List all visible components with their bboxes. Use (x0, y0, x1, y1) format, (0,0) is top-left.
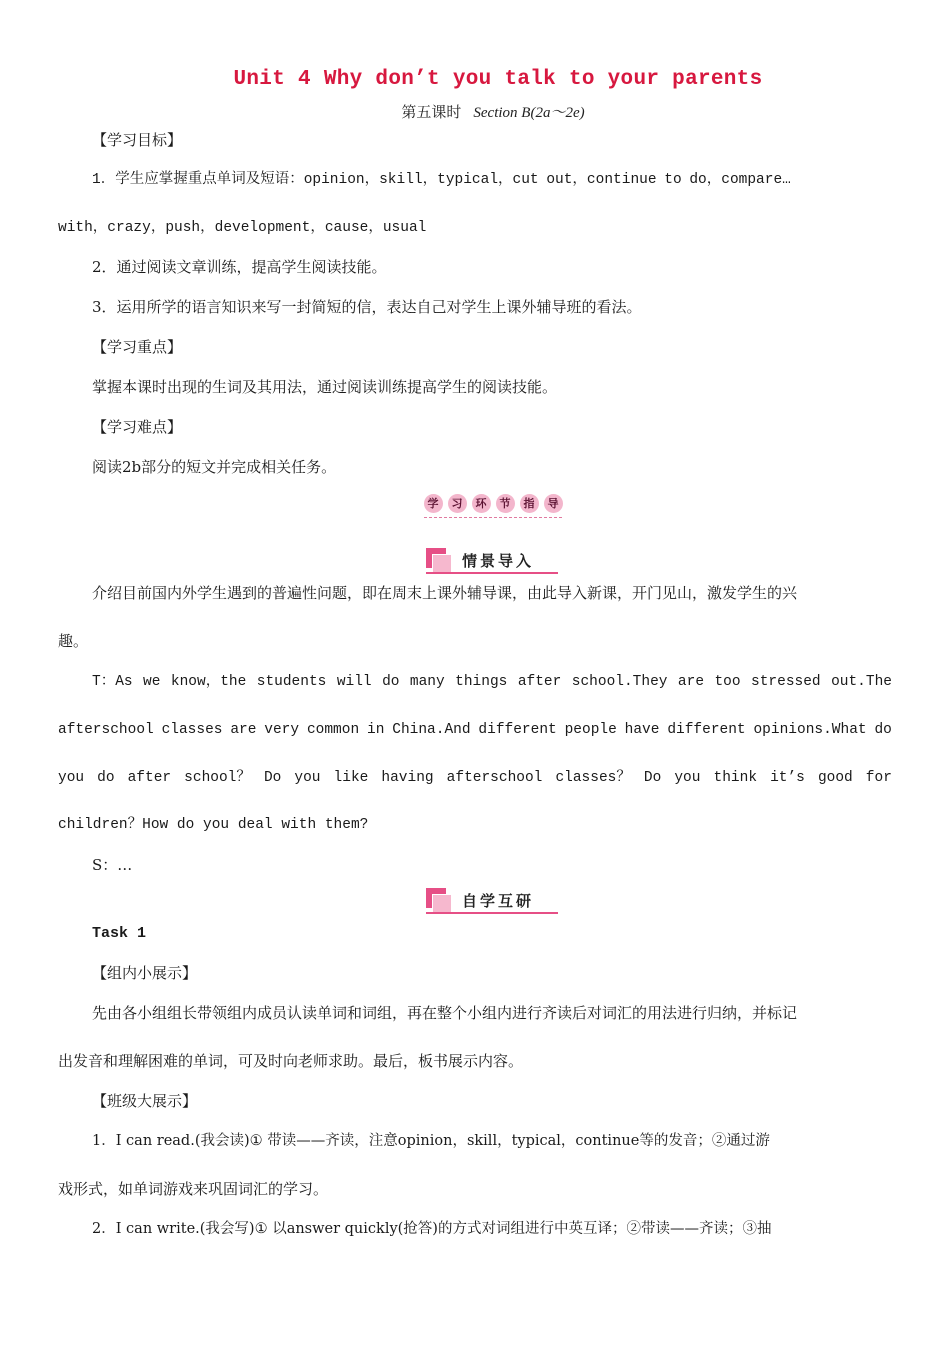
teacher-word: things (455, 674, 508, 690)
guide-banner-char: 节 (496, 494, 515, 513)
teacher-word: China.And (392, 722, 471, 738)
guide-banner-char: 指 (520, 494, 539, 513)
intro-line-2: 趣。 (58, 632, 89, 650)
class-show-heading: 【班级大展示】 (92, 1092, 198, 1110)
teacher-word: after (517, 674, 562, 690)
guide-banner-char: 学 (424, 494, 443, 513)
teacher-word: Do (263, 770, 282, 786)
guide-banner-char: 习 (448, 494, 467, 513)
difficulties-text: 阅读2b部分的短文并完成相关任务。 (92, 458, 337, 476)
goals-heading: 【学习目标】 (92, 131, 183, 149)
teacher-word: too (714, 674, 741, 690)
teacher-word: very (264, 722, 300, 738)
class-show-2: 2．I can write.(我会写)① 以answer quickly(抢答)的方式对词组进行中英互译；②带读——齐读；③抽 (92, 1221, 772, 1237)
teacher-line-4: children？How do you deal with them? (58, 817, 369, 833)
teacher-word: are (230, 722, 257, 738)
page-title: Unit 4 Why don’t you talk to your parents (233, 68, 763, 91)
teacher-word: afterschool (446, 770, 543, 786)
teacher-word: do (874, 722, 892, 738)
teacher-word: T：As (92, 674, 133, 690)
teacher-word: it’s (770, 770, 805, 786)
goal-1-line-1: 1．学生应掌握重点单词及短语：opinion，skill，typical，cut out，continue to do，compare… (92, 172, 791, 188)
difficulties-heading: 【学习难点】 (92, 418, 183, 436)
teacher-word: like (333, 770, 369, 786)
teacher-word: having (381, 770, 434, 786)
student-reply: S：… (92, 856, 133, 874)
task-1-label: Task 1 (92, 925, 147, 942)
teacher-word: school？ (184, 770, 251, 786)
teacher-word: different (478, 722, 557, 738)
intro-line-1: 介绍目前国内外学生遇到的普遍性问题，即在周末上课外辅导课，由此导入新课，开门见山，激发学生的兴 (92, 584, 798, 602)
group-show-line-1: 先由各小组组长带领组内成员认读单词和词组，再在整个小组内进行齐读后对词汇的用法进行归纳，并标记 (92, 1004, 798, 1022)
teacher-word: do (382, 674, 400, 690)
teacher-word: classes (161, 722, 223, 738)
section-header-self-study (426, 888, 558, 916)
teacher-word: in (367, 722, 385, 738)
teacher-word: different (667, 722, 746, 738)
teacher-word: Do (643, 770, 662, 786)
teacher-word: do (97, 770, 115, 786)
goal-1-line-2: with，crazy，push，development，cause，usual (58, 220, 427, 236)
teacher-word: you (58, 770, 85, 786)
guide-banner-char: 导 (544, 494, 563, 513)
section-title: 情景导入 (462, 552, 535, 570)
teacher-word: for (865, 770, 892, 786)
goal-2: 2．通过阅读文章训练，提高学生阅读技能。 (92, 258, 387, 276)
teacher-word: common (306, 722, 360, 738)
lesson-section: Section B(2a～2e) (473, 105, 585, 121)
teacher-word: after (127, 770, 172, 786)
lesson-number: 第五课时 (401, 103, 462, 121)
teacher-word: afterschool (58, 722, 154, 738)
group-show-heading: 【组内小展示】 (92, 964, 198, 982)
teacher-word: school.They (571, 674, 668, 690)
teacher-word: stressed (751, 674, 821, 690)
teacher-word: will (336, 674, 372, 690)
teacher-word: you (294, 770, 321, 786)
teacher-word: you (674, 770, 701, 786)
teacher-line-3 (58, 768, 892, 788)
section-title: 自学互研 (462, 892, 535, 910)
teacher-word: classes？ (555, 770, 631, 786)
teacher-word: opinions.What (753, 722, 867, 738)
teacher-line-2 (58, 720, 892, 740)
guide-banner-char: 环 (472, 494, 491, 513)
key-points-heading: 【学习重点】 (92, 338, 183, 356)
key-points-text: 掌握本课时出现的生词及其用法，通过阅读训练提高学生的阅读技能。 (92, 378, 558, 396)
teacher-word: good (817, 770, 853, 786)
teacher-word: people (564, 722, 617, 738)
teacher-line-1 (92, 672, 892, 692)
teacher-word: we (143, 674, 161, 690)
lesson-subtitle (0, 101, 950, 122)
teacher-word: many (409, 674, 445, 690)
teacher-word: know，the (170, 674, 247, 690)
teacher-word: think (713, 770, 758, 786)
section-header-scenario (426, 548, 558, 576)
class-show-1-line-1: 1．I can read.(我会读)① 带读——齐读，注意opinion，skill，typical，continue等的发音；②通过游 (92, 1133, 770, 1149)
goal-3: 3．运用所学的语言知识来写一封简短的信，表达自己对学生上课外辅导班的看法。 (92, 298, 642, 316)
teacher-word: are (677, 674, 705, 690)
class-show-1-line-2: 戏形式，如单词游戏来巩固词汇的学习。 (58, 1180, 329, 1198)
teacher-word: have (624, 722, 660, 738)
group-show-line-2: 出发音和理解困难的单词，可及时向老师求助。最后，板书展示内容。 (58, 1052, 524, 1070)
teacher-word: students (256, 674, 327, 690)
teacher-word: out.The (831, 674, 892, 690)
learning-guide-banner (422, 492, 564, 520)
